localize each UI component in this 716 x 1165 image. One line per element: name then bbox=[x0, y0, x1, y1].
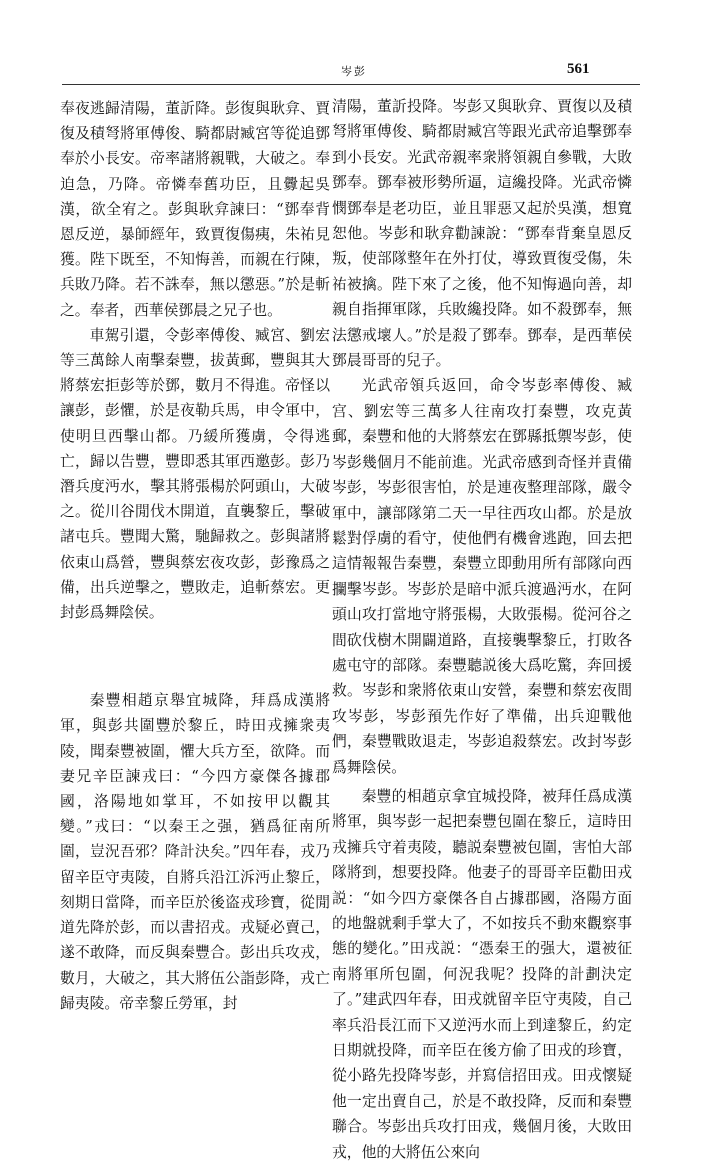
header-rule bbox=[62, 84, 640, 85]
paragraph-gap bbox=[60, 625, 330, 688]
page-number: 561 bbox=[567, 61, 590, 77]
translation-paragraph: 清陽，董訢投降。岑彭又與耿弇、賈復以及積弩將軍傅俊、騎都尉臧宫等跟光武帝追擊鄧奉到小長安。光武帝親率衆將領親自參戰，大敗鄧奉。鄧奉被形勢所逼，這纔投降。光武帝憐憫鄧奉是老功臣，並且罪惡又起於吳漢，想寬恕他。岑彭和耿弇勸諫說：“鄧奉背棄皇恩反叛，使部隊整年在外打仗，導致賈復受傷，朱祐被擒。陛下來了之後，他不知悔過向善，却親自指揮軍隊，兵敗纔投降。如不殺鄧奉，無法懲戒壞人。”於是殺了鄧奉。鄧奉，是西華侯鄧晨哥哥的兒子。 bbox=[332, 98, 632, 370]
translation-paragraph: 光武帝領兵返回，命令岑彭率傅俊、臧宫、劉宏等三萬多人往南攻打秦豐，攻克黃郵，秦豐和他的大將蔡宏在鄧縣抵禦岑彭，使岑彭幾個月不能前進。光武帝感到奇怪并責備岑彭，岑彭很害怕，於是連夜整理部隊，嚴令軍中，讓部隊第二天一早往西攻山都。於是放鬆對俘虜的看守，使他們有機會逃跑，回去把這情報報告秦豐，秦豐立即動用所有部隊向西攔擊岑彭。岑彭於是暗中派兵渡過沔水，在阿頭山攻打當地守將張楊，大敗張楊。從河谷之間砍伐樹木開闢道路，直接襲擊黎丘，打敗各處屯守的部隊。秦豐聽説後大爲吃驚，奔回援救。岑彭和衆將依東山安營，秦豐和蔡宏夜間攻岑彭，岑彭預先作好了準備，出兵迎戰他們，秦豐戰敗退走，岑彭追殺蔡宏。改封岑彭爲舞陰侯。 bbox=[332, 377, 632, 776]
classical-paragraph: 車駕引還，令彭率傅俊、臧宮、劉宏等三萬餘人南擊秦豐，拔黃郵，豐與其大將蔡宏拒彭等於鄧，數月不得進。帝怪以讓彭，彭懼，於是夜勒兵馬，申令軍中，使明旦西擊山都。乃緩所獲虜，令得逃亡，歸以告豐，豐即悉其軍西邀彭。彭乃潛兵度沔水，擊其將張楊於阿頭山，大破之。從川谷閒伐木開道，直襲黎丘，擊破諸屯兵。豐聞大驚，馳歸救之。彭與諸將依東山爲營，豐與蔡宏夜攻彭，彭豫爲之備，出兵逆擊之，豐敗走，追斬蔡宏。更封彭爲舞陰侯。 bbox=[60, 326, 330, 622]
classical-paragraph: 奉夜逃歸清陽，董訢降。彭復與耿弇、賈復及積弩將軍傅俊、騎都尉臧宮等從追鄧奉於小長安。帝率諸將親戰，大破之。奉迫急，乃降。帝憐奉舊功臣，且釁起吳漢，欲全宥之。彭與耿弇諫曰：“鄧奉背恩反逆，暴師經年，致賈復傷痍，朱祐見獲。陛下既至，不知悔善，而親在行陳，兵敗乃降。若不誅奉，無以懲惡。”於是斬之。奉者，西華侯鄧晨之兄子也。 bbox=[60, 100, 330, 319]
classical-paragraph: 秦豐相趙京舉宜城降，拜爲成漢將軍，與彭共圍豐於黎丘，時田戎擁衆夷陵，聞秦豐被圍，懼大兵方至，欲降。而妻兄辛臣諫戎曰：“今四方豪傑各據郡國，洛陽地如掌耳，不如按甲以觀其變。”戎曰：“以秦王之强，猶爲征南所圍，豈況吾邪？降計決矣。”四年春，戎乃留辛臣守夷陵，自將兵沿江泝沔止黎丘，刻期日當降，而辛臣於後盗戎珍寶，從閒道先降於彭，而以書招戎。戎疑必賣己，遂不敢降，而反與秦豐合。彭出兵攻戎，數月，大破之，其大將伍公詣彭降，戎亡歸夷陵。帝幸黎丘勞軍，封 bbox=[60, 692, 330, 1012]
running-title: 岑彭 bbox=[341, 65, 367, 78]
translation-paragraph: 秦豐的相趙京拿宜城投降，被拜任爲成漢將軍，與岑彭一起把秦豐包圍在黎丘，這時田戎擁兵守着夷陵，聽説秦豐被包圍，害怕大部隊將到，想要投降。他妻子的哥哥辛臣勸田戎説：“如今四方豪傑各自占據郡國，洛陽方面的地盤就剩手掌大了，不如按兵不動來觀察事態的變化。”田戎説：“憑秦王的强大，還被征南將軍所包圍，何況我呢？投降的計劃決定了。”建武四年春，田戎就留辛臣守夷陵，自己率兵沿長江而下又逆沔水而上到達黎丘，約定日期就投降，而辛臣在後方偷了田戎的珍寶，從小路先投降岑彭，并寫信招田戎。田戎懷疑他一定出賣自己，於是不敢投降，反而和秦豐聯合。岑彭出兵攻打田戎，幾個月後，大敗田戎，他的大將伍公來向 bbox=[332, 787, 632, 1161]
classical-text-column bbox=[60, 96, 330, 1016]
page-header bbox=[0, 0, 716, 80]
translation-column bbox=[332, 94, 632, 1165]
